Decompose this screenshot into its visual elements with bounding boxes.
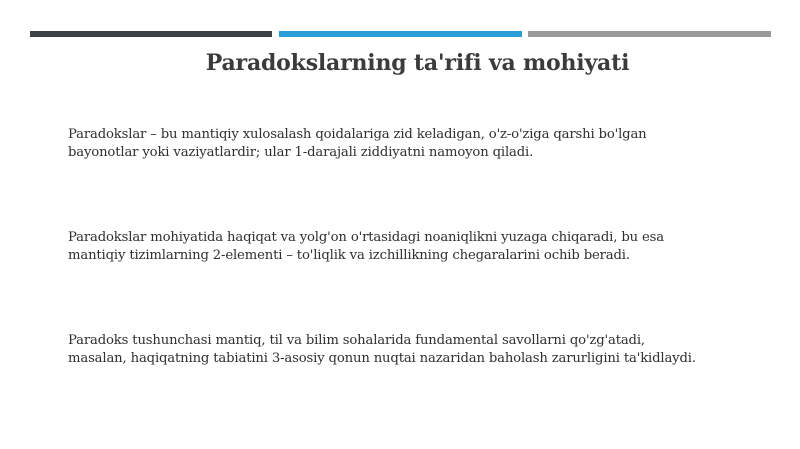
accent-bar-left	[30, 31, 272, 37]
slide-title: Paradokslarning ta'rifi va mohiyati	[205, 50, 630, 76]
paragraph-line: Paradokslar mohiyatida haqiqat va yolg'on o'rtasidagi noaniqlikni yuzaga chiqaradi, bu esa	[68, 230, 664, 245]
accent-bar-middle	[279, 31, 522, 37]
paragraph-line: bayonotlar yoki vaziyatlardir; ular 1-darajali ziddiyatni namoyon qiladi.	[68, 145, 534, 160]
accent-bar-right	[528, 31, 771, 37]
paragraph-definition	[68, 126, 768, 162]
paragraph-essence	[68, 229, 768, 265]
paragraph-line: mantiqiy tizimlarning 2-elementi – to'liqlik va izchillikning chegaralarini ochib beradi.	[68, 248, 630, 263]
paragraph-line: Paradokslar – bu mantiqiy xulosalash qoidalariga zid keladigan, o'z-o'ziga qarshi bo'lgan	[68, 127, 647, 142]
paragraph-concept	[68, 332, 768, 368]
paragraph-line: masalan, haqiqatning tabiatini 3-asosiy qonun nuqtai nazaridan baholash zarurligini ta'kidlaydi.	[68, 351, 696, 366]
paragraph-line: Paradoks tushunchasi mantiq, til va bilim sohalarida fundamental savollarni qo'zg'atadi,	[68, 333, 645, 348]
